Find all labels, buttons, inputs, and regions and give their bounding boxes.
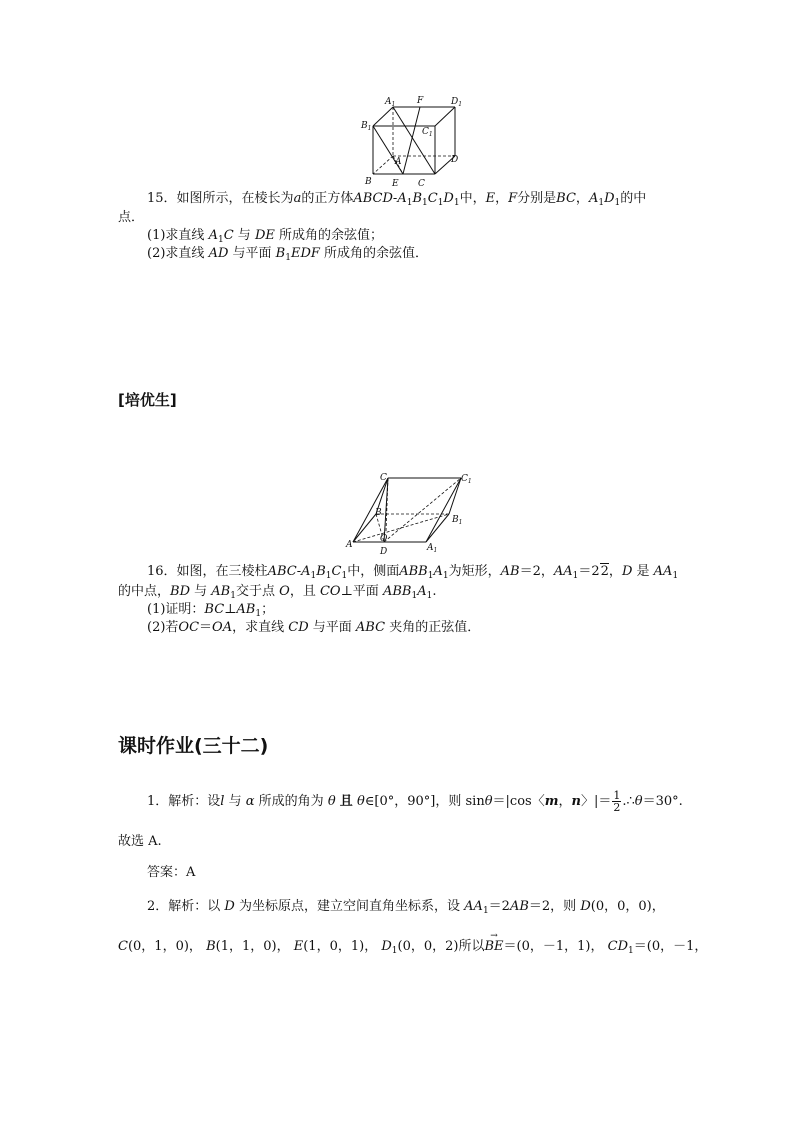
q16-part2: (2)若OC＝OA，求直线 CD 与平面 ABC 夹角的正弦值． <box>147 620 481 635</box>
label-B1: $B_1$ <box>361 121 372 132</box>
a2-line1: 2．解析：以 D 为坐标原点，建立空间直角坐标系，设 $AA_1=2AB=2$，则 D(0，0，0)， <box>147 899 665 916</box>
label-O: O <box>380 534 388 544</box>
label-C: C <box>418 179 425 189</box>
label-B: B <box>375 508 382 518</box>
a1-line2: 故选 A. <box>118 834 162 849</box>
q15-line1: 15．如图所示，在棱长为a的正方体ABCD-$A_1B_1C_1D_1$中，E，F分别是BC，$A_1D_1$的中 <box>147 191 647 208</box>
label-A1: $A_1$ <box>427 543 438 554</box>
label-A1: $A_1$ <box>385 97 396 108</box>
label-C1: $C_1$ <box>422 127 433 138</box>
q16-part1: (1)证明：$BC\perp AB_1$； <box>147 602 275 619</box>
label-C: C <box>380 473 387 483</box>
label-E: E <box>392 179 399 189</box>
page-heading: 课时作业(三十二) <box>118 735 269 757</box>
section-title: [培优生] <box>118 391 177 409</box>
q16-line1: 16．如图，在三棱柱ABC-$A_1B_1C_1$中，侧面$ABB_1A_1$为矩形，AB＝2，$AA_1=22$，D 是 $AA_1$ <box>147 564 679 581</box>
prism-figure <box>343 470 478 558</box>
q15-part1: (1)求直线 $A_1C$ 与 DE 所成角的余弦值； <box>147 228 384 245</box>
label-C1: $C_1$ <box>461 474 472 485</box>
q15-part2: (2)求直线 AD 与平面 $B_1EDF$ 所成角的余弦值． <box>147 246 429 263</box>
label-D: D <box>380 547 388 557</box>
cube-figure <box>355 92 465 192</box>
label-A: A <box>346 540 353 550</box>
q16-line2: 的中点，BD 与 $AB_1$交于点 O，且 CO⊥平面 $ABB_1A_1$. <box>118 584 437 601</box>
q15-line2: 点． <box>118 210 145 225</box>
label-B1: $B_1$ <box>452 515 463 526</box>
label-D1: $D_1$ <box>451 97 463 108</box>
a1-line1: 1．解析：设l 与 α 所成的角为 θ 且 θ∈[0°，90°]，则 sinθ＝|cos〈m，n〉|＝ $\frac{1}{2}$ .∴θ＝30°. <box>147 789 683 814</box>
label-D: D <box>451 155 459 165</box>
label-B: B <box>365 177 372 187</box>
label-A: A <box>395 157 402 167</box>
label-F: F <box>417 96 424 106</box>
a2-line2: C(0，1，0)， B(1，1，0)， E(1，0，1)， $D_1(0$，0，2)所以 → BE＝(0，－1，1)， $CD_1=(0$，－1， <box>118 931 708 956</box>
fraction: $\frac{1}{2}$ <box>613 789 621 814</box>
a1-answer: 答案：A <box>147 865 196 880</box>
